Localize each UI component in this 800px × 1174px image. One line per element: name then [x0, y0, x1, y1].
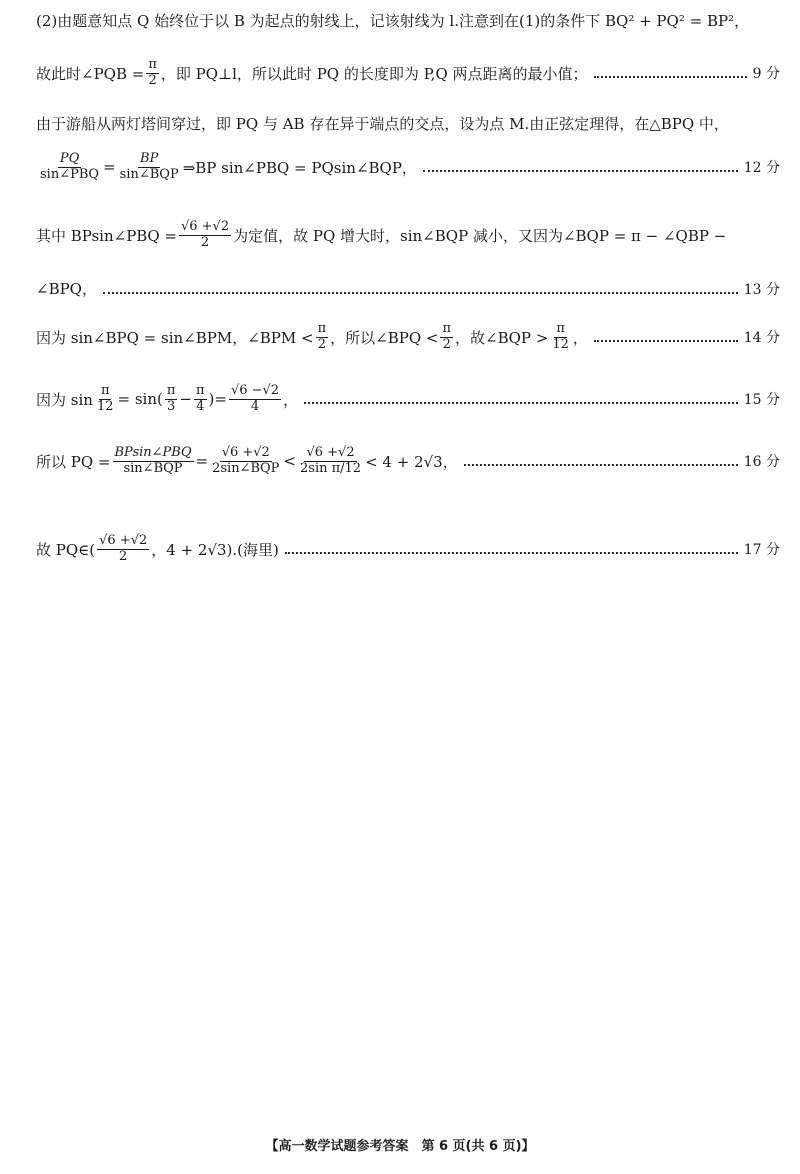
fraction: $\frac{\pi}{3}$: [166, 383, 176, 414]
score-label: 17 分: [743, 542, 780, 559]
score-label: 13 分: [743, 281, 780, 298]
dot-leader: [594, 76, 747, 78]
solution-line-1: (2)由题意知点 Q 始终位于以 B 为起点的射线上，记该射线为 l.注意到在(1)的条件下 BQ² + PQ² = BP²，: [36, 12, 750, 30]
score-label: 16 分: [743, 454, 780, 471]
score-label: 9 分: [752, 66, 780, 83]
dot-leader: [285, 552, 738, 554]
fraction: $\frac{\pi}{4}$: [195, 383, 205, 414]
fraction: $\frac{BP}{\text{sin∠BQP}}$: [119, 151, 179, 182]
fraction: $\frac{√6 +√2}{2}$: [99, 533, 148, 564]
fraction: $\frac{√6 -√2}{4}$: [230, 383, 280, 414]
fraction: $\frac{\text{BPsin∠PBQ}}{\text{sin∠BQP}}$: [114, 445, 192, 476]
score-label: 15 分: [743, 392, 780, 409]
solution-line-2: 故此时∠PQB = $\frac{\pi}{2}$ ，即 PQ⊥l，所以此时 PQ 的长度即为 P,Q 两点距离的最小值； 9 分: [36, 57, 780, 88]
page-footer: 【高一数学试题参考答案 第 6 页(共 6 页)】: [265, 1139, 535, 1154]
dot-leader: [304, 402, 738, 404]
fraction: $\frac{\pi}{2}$: [317, 321, 327, 352]
dot-leader: [423, 170, 738, 172]
fraction: $\frac{√6 +√2}{\text{2sin π/12}}$: [300, 445, 362, 476]
score-label: 14 分: [743, 330, 780, 347]
fraction: $\frac{\pi}{12}$: [552, 321, 569, 352]
solution-line-3: 由于游船从两灯塔间穿过，即 PQ 与 AB 存在异于端点的交点，设为点 M.由正弦定理得，在△BPQ 中，: [36, 115, 729, 133]
solution-line-9: 所以 PQ = $\frac{\text{BPsin∠PBQ}}{\text{sin∠BQP}}$ = $\frac{√6 +√2}{\text{2sin∠BQP}}$ < $\frac{√6 +√2}{\text{2sin π/12}}$ < 4 + 2√3， 16 分: [36, 445, 780, 476]
fraction: $\frac{PQ}{\text{sin∠PBQ}}$: [40, 151, 100, 182]
score-label: 12 分: [743, 160, 780, 177]
fraction: $\frac{\pi}{12}$: [96, 383, 114, 414]
solution-line-7: 因为 sin∠BPQ = sin∠BPM，∠BPM < $\frac{\pi}{2}$ ，所以∠BPQ < $\frac{\pi}{2}$ ，故∠BQP > $\frac{\pi}{12}$ ， 14 分: [36, 321, 780, 352]
dot-leader: [103, 292, 738, 294]
solution-line-10: 故 PQ∈( $\frac{√6 +√2}{2}$ ，4 + 2√3).(海里) 17 分: [36, 533, 780, 564]
solution-line-8: 因为 sin $\frac{\pi}{12}$ = sin( $\frac{\pi}{3}$ − $\frac{\pi}{4}$ )= $\frac{√6 -√2}{4}$ ， 15 分: [36, 383, 780, 414]
dot-leader: [464, 464, 738, 466]
fraction: $\frac{\pi}{2}$: [148, 57, 157, 88]
fraction: $\frac{√6 +√2}{\text{2sin∠BQP}}$: [212, 445, 280, 476]
fraction: $\frac{√6 +√2}{2}$: [180, 219, 230, 250]
solution-line-5: 其中 BPsin∠PBQ = $\frac{√6 +√2}{2}$ 为定值，故 PQ 增大时，sin∠BQP 减小，又因为∠BQP = π − ∠QBP −: [36, 219, 727, 250]
dot-leader: [594, 340, 738, 342]
solution-line-4: $\frac{PQ}{\text{sin∠PBQ}}$ = $\frac{BP}{\text{sin∠BQP}}$ ⇒BP sin∠PBQ = PQsin∠BQP， 12 分: [40, 151, 780, 182]
solution-line-6: ∠BPQ， 13 分: [36, 280, 780, 298]
fraction: $\frac{\pi}{2}$: [442, 321, 452, 352]
